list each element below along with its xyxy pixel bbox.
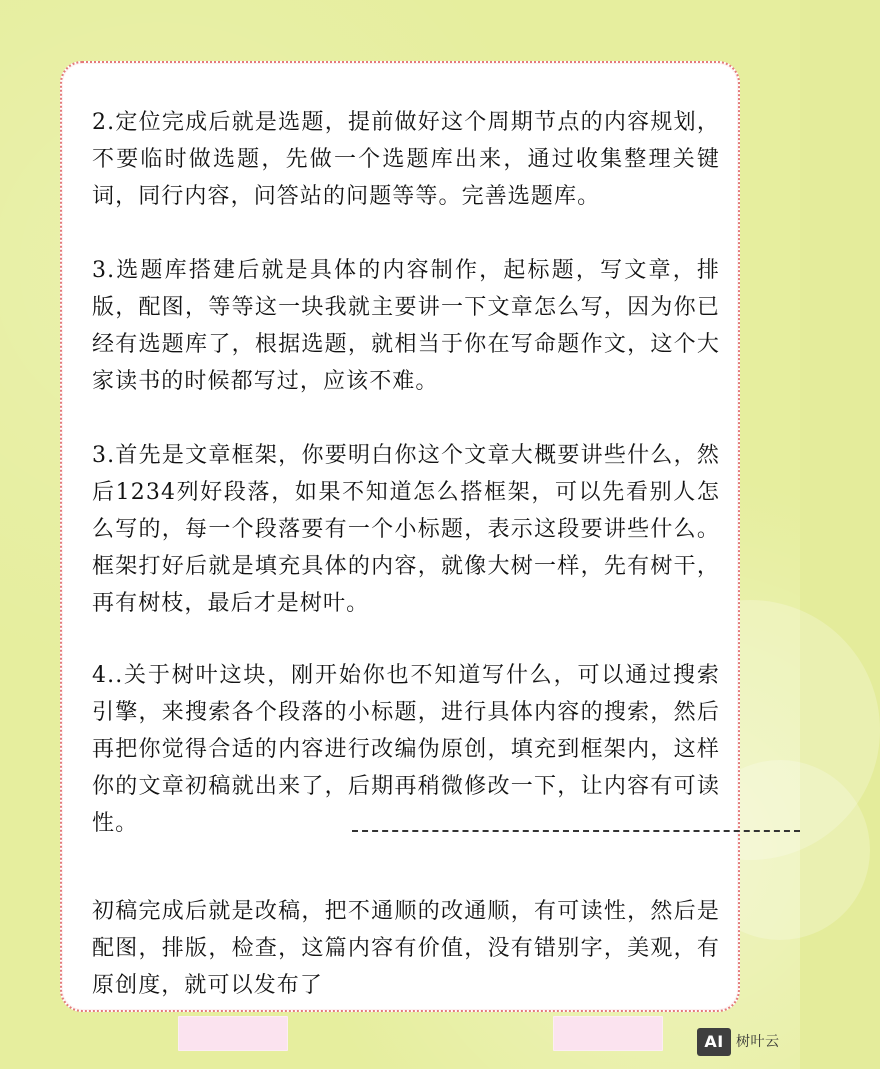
- brand-name: 树叶云: [736, 1034, 780, 1050]
- paragraph-positioning-topic: 2.定位完成后就是选题，提前做好这个周期节点的内容规划，不要临时做选题，先做一个选题库出来，通过收集整理关键词，同行内容，问答站的问题等等。完善选题库。: [92, 110, 720, 209]
- tape-right: [553, 1016, 663, 1051]
- ai-logo-icon: AI: [697, 1028, 731, 1056]
- paragraph-search-rewrite: 4..关于树叶这块，刚开始你也不知道写什么，可以通过搜索引擎，来搜索各个段落的小标题，进行具体内容的搜索，然后再把你觉得合适的内容进行改编伪原创，填充到框架内，这样你的文章初稿就出来了，后期再稍微修改一下，让内容有可读性。: [92, 663, 720, 836]
- tape-left: [178, 1016, 288, 1051]
- document-content: [92, 104, 720, 998]
- brand-watermark: [697, 1027, 793, 1057]
- paragraph-content-production: 3.选题库搭建后就是具体的内容制作，起标题，写文章，排版，配图，等等这一块我就主要讲一下文章怎么写，因为你已经有选题库了，根据选题，就相当于你在写命题作文，这个大家读书的时候都写过，应该不难。: [92, 258, 720, 394]
- paragraph-revision-publish: 初稿完成后就是改稿，把不通顺的改通顺，有可读性，然后是配图，排版，检查，这篇内容有价值，没有错别字，美观，有原创度，就可以发布了: [92, 899, 720, 998]
- dashed-divider: [352, 830, 800, 832]
- paragraph-article-framework: 3.首先是文章框架，你要明白你这个文章大概要讲些什么，然后1234列好段落，如果不知道怎么搭框架，可以先看别人怎么写的，每一个段落要有一个小标题，表示这段要讲些什么。框架打好后就是填充具体的内容，就像大树一样，先有树干，再有树枝，最后才是树叶。: [92, 443, 720, 616]
